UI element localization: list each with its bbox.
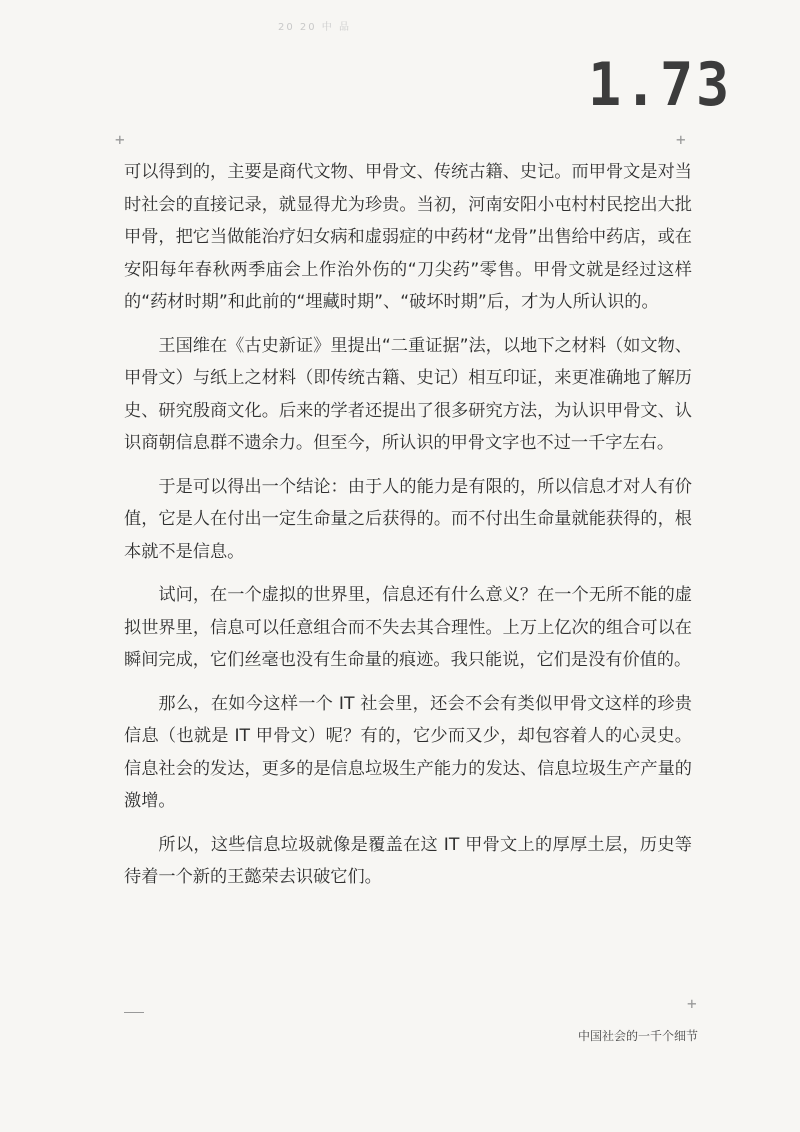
paragraph-continuation: 可以得到的，主要是商代文物、甲骨文、传统古籍、史记。而甲骨文是对当时社会的直接记录，就显得尤为珍贵。当初，河南安阳小屯村村民挖出大批甲骨，把它当做能治疗妇女病和虚弱症的中药材“龙骨”出售给中药店，或在安阳每年春秋两季庙会上作治外伤的“刀尖药”零售。甲骨文就是经过这样的“药材时期”和此前的“埋藏时期”、“破坏时期”后，才为人所认识的。 bbox=[124, 162, 692, 312]
crop-mark-icon: + bbox=[676, 130, 686, 149]
paragraph: 所以，这些信息垃圾就像是覆盖在这 IT 甲骨文上的厚厚土层，历史等待着一个新的王懿荣去识破它们。 bbox=[124, 834, 692, 887]
paragraph: 试问，在一个虚拟的世界里，信息还有什么意义？在一个无所不能的虚拟世界里，信息可以任意组合而不失去其合理性。上万上亿次的组合可以在瞬间完成，它们丝毫也没有生命量的痕迹。我只能说，它们是没有价值的。 bbox=[124, 585, 692, 670]
crop-mark-icon: + bbox=[687, 994, 697, 1013]
paragraph: 于是可以得出一个结论：由于人的能力是有限的，所以信息才对人有价值，它是人在付出一定生命量之后获得的。而不付出生命量就能获得的，根本就不是信息。 bbox=[124, 476, 692, 562]
faint-header-text: 20 20 中 品 bbox=[278, 22, 351, 33]
paragraph: 王国维在《古史新证》里提出“二重证据”法，以地下之材料（如文物、甲骨文）与纸上之材料（即传统古籍、史记）相互印证，来更准确地了解历史、研究殷商文化。后来的学者还提出了很多研究方法，为认识甲骨文、认识商朝信息群不遗余力。但至今，所认识的甲骨文字也不过一千字左右。 bbox=[124, 335, 692, 453]
running-footer-title: 中国社会的一千个细节 bbox=[578, 1029, 699, 1043]
page-number: 1.73 bbox=[588, 50, 732, 120]
crop-mark-icon: + bbox=[115, 130, 125, 149]
body-text bbox=[124, 156, 692, 905]
crop-dash bbox=[124, 1012, 144, 1013]
paragraph: 那么，在如今这样一个 IT 社会里，还会不会有类似甲骨文这样的珍贵信息（也就是 IT 甲骨文）呢？有的，它少而又少，却包容着人的心灵史。信息社会的发达，更多的是信息垃圾生产能力的发达、信息垃圾生产产量的激增。 bbox=[124, 693, 692, 811]
